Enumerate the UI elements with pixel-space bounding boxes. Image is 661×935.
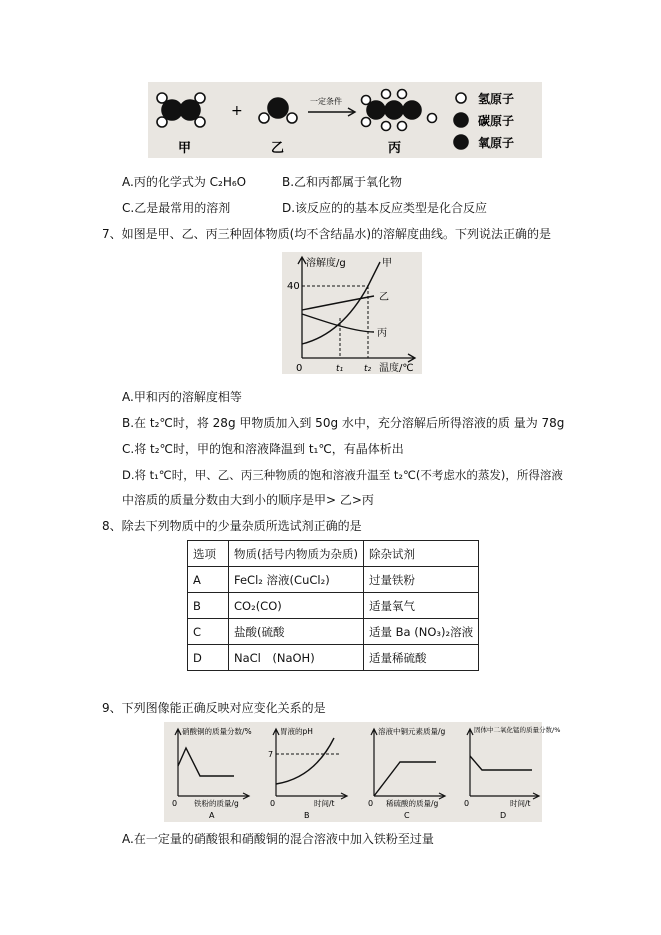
table-row xyxy=(188,567,479,593)
molecule-yi xyxy=(259,98,297,123)
chart-c-letter: C xyxy=(404,811,410,820)
cell-option: B xyxy=(188,593,229,619)
plus-sign: + xyxy=(231,103,243,119)
reaction-diagram xyxy=(148,82,542,158)
cell-option: D xyxy=(188,645,229,671)
chart-c-xlabel: 稀硫酸的质量/g xyxy=(386,799,439,808)
solubility-svg xyxy=(282,252,422,374)
cell-reagent: 适量氧气 xyxy=(363,593,478,619)
chart-c-origin: 0 xyxy=(368,799,374,808)
condition-label: 一定条件 xyxy=(310,97,342,106)
chart-a xyxy=(175,729,249,799)
q9-option-a: A.在一定量的硝酸银和硝酸铜的混合溶液中加入铁粉至过量 xyxy=(122,832,434,846)
table-row xyxy=(188,645,479,671)
t1-label: t₁ xyxy=(336,364,344,374)
x-axis-label: 温度/℃ xyxy=(379,363,414,374)
q6-option-b: B.乙和丙都属于氧化物 xyxy=(282,175,403,189)
header-reagent: 除杂试剂 xyxy=(363,541,478,567)
chart-c-ylabel: 溶液中铜元素质量/g xyxy=(378,727,446,736)
cell-substance: 盐酸(硫酸 xyxy=(229,619,364,645)
reaction-arrow xyxy=(308,108,355,116)
legend-carbon: 碳原子 xyxy=(478,114,515,128)
cell-substance: NaCl (NaOH) xyxy=(229,645,364,671)
reaction-figure xyxy=(148,82,542,158)
q7-option-d-line1: D.将 t₁℃时，甲、乙、丙三种物质的饱和溶液升温至 t₂℃(不考虑水的蒸发)，所得溶液 xyxy=(122,468,563,482)
y-tick-40: 40 xyxy=(287,281,300,292)
q7-option-b: B.在 t₂℃时，将 28g 甲物质加入到 50g 水中，充分溶解后所得溶液的质 量为 78g xyxy=(122,416,565,430)
chart-b xyxy=(273,729,347,799)
y-axis-label: 溶解度/g xyxy=(306,258,346,269)
chart-a-xlabel: 铁粉的质量/g xyxy=(194,799,239,808)
cell-substance: CO₂(CO) xyxy=(229,593,364,619)
chart-d-letter: D xyxy=(500,811,507,820)
chart-b-letter: B xyxy=(304,811,310,820)
series-jia: 甲 xyxy=(382,258,392,269)
chart-a-ylabel: 硝酸铜的质量分数/% xyxy=(182,727,252,736)
t2-label: t₂ xyxy=(364,364,372,374)
chart-a-letter: A xyxy=(209,811,215,820)
origin-label: 0 xyxy=(296,363,303,374)
chart-d-xlabel: 时间/t xyxy=(510,799,531,808)
series-yi: 乙 xyxy=(379,292,389,303)
q7-option-d-line2: 中溶质的质量分数由大到小的顺序是甲> 乙>丙 xyxy=(122,493,374,507)
solubility-chart xyxy=(282,252,422,374)
cell-reagent: 过量铁粉 xyxy=(363,567,478,593)
table-row xyxy=(188,619,479,645)
chart-c xyxy=(371,729,445,799)
legend-oxygen: 氧原子 xyxy=(478,136,515,150)
q7-stem: 7、如图是甲、乙、丙三种固体物质(均不含结晶水)的溶解度曲线。下列说法正确的是 xyxy=(102,227,552,241)
legend-hydrogen: 氢原子 xyxy=(478,92,515,106)
chart-d-ylabel: 固体中二氧化锰的质量分数/% xyxy=(474,726,561,734)
q9-svg xyxy=(164,722,561,822)
cell-reagent: 适量稀硫酸 xyxy=(363,645,478,671)
legend xyxy=(454,93,468,149)
label-jia: 甲 xyxy=(178,141,192,156)
q6-option-a: A.丙的化学式为 C₂H₆O xyxy=(122,175,247,189)
chart-d xyxy=(467,729,539,799)
chart-b-tick-7: 7 xyxy=(268,750,274,759)
q7-option-a: A.甲和丙的溶解度相等 xyxy=(122,390,242,404)
chart-b-ylabel: 胃液的pH xyxy=(280,727,313,736)
cell-reagent: 适量 Ba (NO₃)₂溶液 xyxy=(363,619,478,645)
q9-stem: 9、下列图像能正确反映对应变化关系的是 xyxy=(102,701,326,715)
q9-charts xyxy=(164,722,561,822)
curve-bing xyxy=(302,314,374,332)
cell-substance: FeCl₂ 溶液(CuCl₂) xyxy=(229,567,364,593)
cell-option: C xyxy=(188,619,229,645)
cell-option: A xyxy=(188,567,229,593)
chart-d-origin: 0 xyxy=(464,799,470,808)
curve-yi xyxy=(302,296,374,310)
q7-option-c: C.将 t₂℃时，甲的饱和溶液降温到 t₁℃，有晶体析出 xyxy=(122,442,404,456)
q8-stem: 8、除去下列物质中的少量杂质所选试剂正确的是 xyxy=(102,519,362,533)
q6-option-d: D.该反应的的基本反应类型是化合反应 xyxy=(282,201,488,215)
molecule-jia xyxy=(157,93,205,127)
table-row xyxy=(188,593,479,619)
chart-b-xlabel: 时间/t xyxy=(314,799,335,808)
label-bing: 丙 xyxy=(388,141,402,156)
q6-option-c: C.乙是最常用的溶剂 xyxy=(122,201,231,215)
chart-b-origin: 0 xyxy=(270,799,276,808)
chart-a-origin: 0 xyxy=(172,799,178,808)
label-yi: 乙 xyxy=(271,141,285,156)
series-bing: 丙 xyxy=(377,328,387,339)
header-option: 选项 xyxy=(188,541,229,567)
header-substance: 物质(括号内物质为杂质) xyxy=(229,541,364,567)
q8-table xyxy=(187,540,479,671)
table-header-row xyxy=(188,541,479,567)
molecule-bing xyxy=(362,90,437,131)
